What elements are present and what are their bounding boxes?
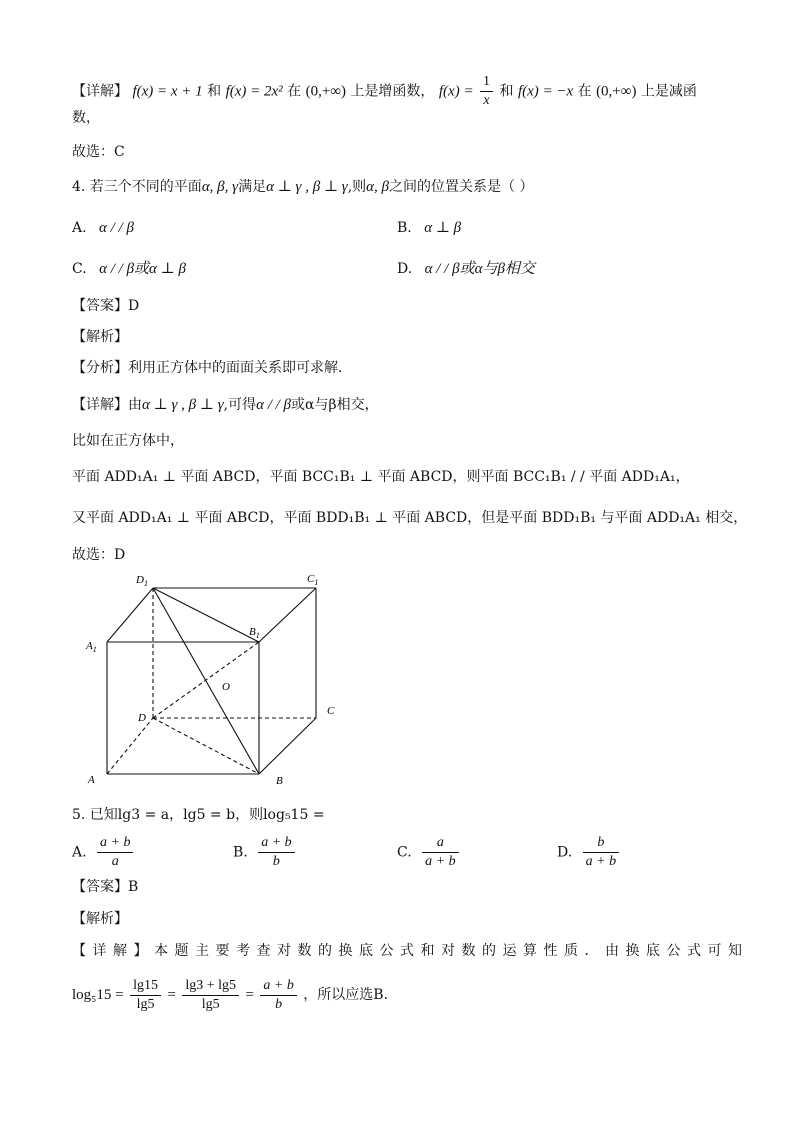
q4-stem <box>72 177 533 197</box>
numerator: a + b <box>258 834 294 853</box>
equals-sign: = <box>167 987 176 1003</box>
denominator: lg5 <box>136 996 155 1012</box>
q5-detail: 【详解】本题主要考查对数的换底公式和对数的运算性质．由换底公式可知 <box>72 943 749 959</box>
q5-formula <box>72 975 398 1015</box>
stem-math: α, β <box>366 179 390 195</box>
conclusion-text: ，所以应选B． <box>303 987 398 1003</box>
option-letter: D. <box>397 261 413 277</box>
detail-math: α / / β <box>256 397 292 413</box>
label-D1: $D_1$ <box>136 574 148 588</box>
numerator: b <box>583 834 619 853</box>
q3-detail-continued: 数， <box>72 110 100 126</box>
denominator: a <box>111 854 119 869</box>
detail-tag: 【详解】 <box>72 83 128 100</box>
q4-option-d <box>397 259 535 279</box>
q4-option-a <box>72 218 134 238</box>
label-B: B <box>276 775 283 787</box>
function-f3: f(x) = <box>438 83 474 100</box>
fraction-lg3-lg5 <box>182 977 239 1014</box>
fraction-lg15-lg5 <box>130 977 161 1014</box>
option-fraction <box>97 834 133 871</box>
denominator: a + b <box>585 854 617 869</box>
q4-analysis-title: 【解析】 <box>72 329 128 345</box>
option-fraction <box>258 834 294 871</box>
q5-answer: 【答案】B <box>72 879 139 895</box>
option-text: α / / β或α ⊥ β <box>99 261 187 277</box>
detail-text: 【详解】由 <box>72 397 142 413</box>
edge-A1-D1 <box>107 588 153 642</box>
stem-math: α, β, γ <box>201 179 239 195</box>
q4-example: 比如在正方体中， <box>72 433 184 449</box>
label-B1: $B_1$ <box>249 626 260 640</box>
stem-math: α ⊥ γ , β ⊥ γ <box>266 179 348 195</box>
detail-text: 或α与β相交， <box>291 397 379 413</box>
q4-option-c <box>72 259 186 279</box>
q5-analysis-title: 【解析】 <box>72 911 128 927</box>
numerator: lg3 + lg5 <box>182 977 239 996</box>
q4-answer: 【答案】D <box>72 298 140 314</box>
q4-line1: 平面 ADD₁A₁ ⊥ 平面 ABCD，平面 BCC₁B₁ ⊥ 平面 ABCD，则平面 BCC₁B₁ / / 平面 ADD₁A₁， <box>72 469 690 485</box>
label-C1: $C_1$ <box>307 573 319 587</box>
option-fraction <box>422 834 458 871</box>
numerator: a <box>422 834 458 853</box>
numerator: a + b <box>260 977 296 996</box>
option-letter: B. <box>397 220 412 236</box>
interval: (0,+∞) <box>596 83 637 100</box>
q3-detail-line <box>72 73 697 110</box>
q5-option-b <box>233 834 297 871</box>
option-letter: C. <box>72 261 87 277</box>
detail-math: α ⊥ γ , β ⊥ γ <box>142 397 224 413</box>
option-letter: A. <box>72 220 87 236</box>
label-A1: $A_1$ <box>86 640 97 654</box>
q5-option-a <box>72 834 135 871</box>
q4-option-b <box>397 218 461 238</box>
stem-text: 满足 <box>238 179 267 195</box>
decreasing-text: 上是减函 <box>640 83 697 100</box>
interval: (0,+∞) <box>305 83 346 100</box>
function-f2: f(x) = 2x² <box>225 83 283 100</box>
q4-detail <box>72 395 379 415</box>
equals-sign: = <box>245 987 254 1003</box>
label-A: A <box>88 774 95 786</box>
hidden-edge-A-D <box>107 718 153 774</box>
option-letter: A. <box>72 844 87 861</box>
hidden-diagonal-D-B1 <box>153 642 259 718</box>
function-f1: f(x) = x + 1 <box>132 83 203 100</box>
option-text: α / / β或α与β相交 <box>424 261 535 277</box>
numerator: lg15 <box>130 977 161 996</box>
denominator: x <box>483 93 490 108</box>
formula-lhs: log₅15 = <box>72 987 124 1003</box>
option-letter: C. <box>397 844 412 861</box>
option-fraction <box>583 834 619 871</box>
stem-text: 4. 若三个不同的平面 <box>72 179 202 195</box>
denominator: b <box>272 854 280 869</box>
fraction-result <box>260 977 296 1014</box>
at-text: 在 <box>287 83 302 100</box>
option-letter: B. <box>233 844 248 861</box>
q5-stem: 5. 已知lg3 = a，lg5 = b，则log₅15 = <box>72 807 325 823</box>
function-f4: f(x) = −x <box>517 83 574 100</box>
q4-line2: 又平面 ADD₁A₁ ⊥ 平面 ABCD，平面 BDD₁B₁ ⊥ 平面 ABCD，但是平面 BDD₁B₁ 与平面 ADD₁A₁ 相交， <box>72 510 748 526</box>
label-C: C <box>327 705 335 717</box>
label-D: D <box>138 712 146 724</box>
and-text: 和 <box>499 83 514 100</box>
numerator: 1 <box>480 73 493 92</box>
q3-choice: 故选：C <box>72 144 125 160</box>
numerator: a + b <box>97 834 133 853</box>
fraction-1-over-x <box>480 73 493 110</box>
q5-option-c <box>397 834 461 871</box>
at-text: 在 <box>577 83 592 100</box>
cube-figure <box>72 568 352 790</box>
option-letter: D. <box>557 844 573 861</box>
edge-B1-C1 <box>259 588 316 642</box>
denominator: a + b <box>425 854 456 869</box>
denominator: lg5 <box>201 996 220 1012</box>
edge-B-C <box>259 718 316 774</box>
stem-text: 之间的位置关系是（ ） <box>389 179 534 195</box>
label-O: O <box>222 681 230 693</box>
and-text: 和 <box>207 83 222 100</box>
q4-analysis: 【分析】利用正方体中的面面关系即可求解. <box>72 360 343 376</box>
denominator: b <box>275 996 283 1012</box>
stem-text: ,则 <box>347 179 367 195</box>
q5-option-d <box>557 834 621 871</box>
detail-text: ,可得 <box>223 397 257 413</box>
option-text: α ⊥ β <box>424 220 462 236</box>
option-text: α / / β <box>99 220 134 236</box>
increasing-text: 上是增函数， <box>350 83 435 100</box>
q4-choice: 故选：D <box>72 547 126 563</box>
